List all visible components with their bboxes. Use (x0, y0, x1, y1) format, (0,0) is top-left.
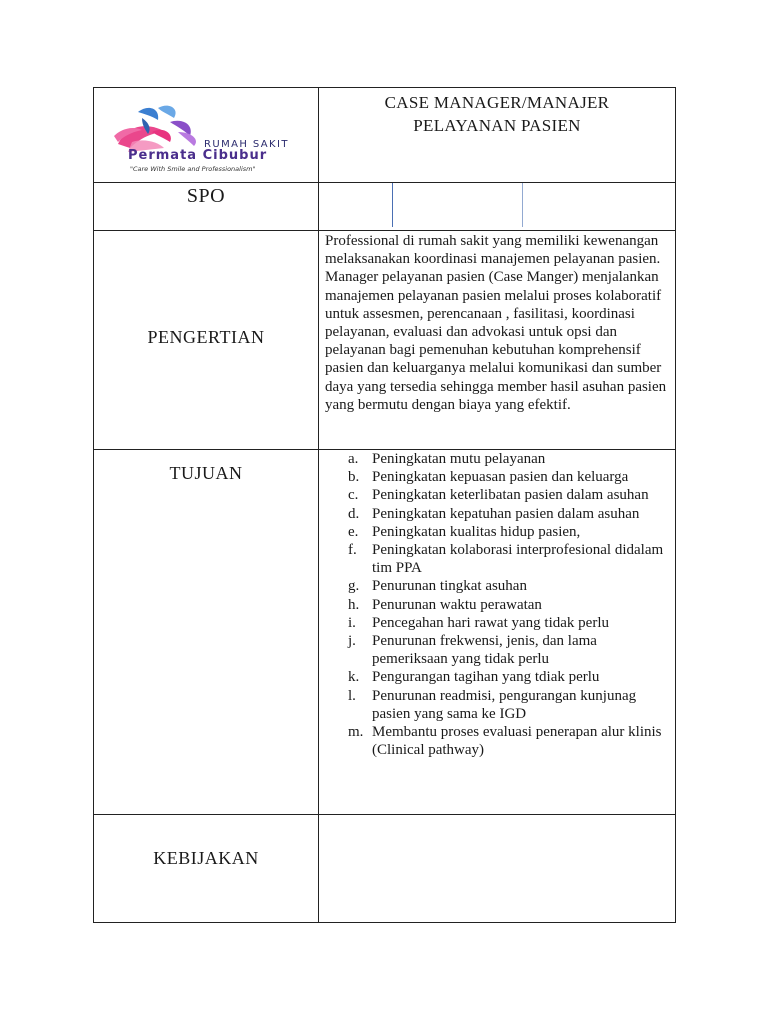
document-title-line-1: CASE MANAGER/MANAJER (384, 93, 610, 112)
list-item-text: Peningkatan kepuasan pasien dan keluarga (372, 469, 629, 486)
hospital-logo (108, 102, 308, 173)
list-item (319, 505, 671, 523)
list-item (319, 541, 671, 577)
tujuan-list (319, 450, 675, 759)
list-item (319, 468, 671, 486)
list-item (319, 723, 671, 759)
pengertian-row (94, 231, 676, 450)
spo-label: SPO (186, 185, 226, 207)
list-item-text: Peningkatan kolaborasi interprofesional didalam tim PPA (372, 542, 664, 577)
list-marker: a. (348, 451, 359, 467)
list-marker: m. (348, 724, 364, 741)
header-row (94, 88, 676, 183)
list-marker: c. (348, 487, 359, 504)
list-item-text: Peningkatan kepatuhan pasien dalam asuhan (372, 505, 640, 522)
list-marker: h. (348, 596, 360, 613)
list-item-text: Peningkatan kualitas hidup pasien, (372, 523, 581, 540)
list-item-text: Peningkatan keterlibatan pasien dalam asuhan (372, 487, 649, 504)
tujuan-label: TUJUAN (169, 463, 243, 483)
list-marker: d. (348, 505, 360, 522)
pengertian-text: Professional di rumah sakit yang memiliki kewenangan melaksanakan koordinasi manajemen pelayanan pasien. Manager pelayanan pasien (Case Manger) menjalankan manajemen pelayanan pasien melalui proses kolaboratif untuk assesmen, perencanaan , fasilitasi, koordinasi pelayanan, evaluasi dan advokasi untuk opsi dan pelayanan bagi pemenuhan kebutuhan komprehensif pasien dan keluarganya melalui komunikasi dan sumber daya yang tersedia sehingga member hasil asuhan pasien yang bermutu dengan biaya yang efektif. (325, 233, 667, 413)
logo-hospital-name: Permata Cibubur (128, 148, 268, 163)
divider-line (522, 183, 523, 227)
list-item-text: Penurunan readmisi, pengurangan kunjunag pasien yang sama ke IGD (372, 687, 637, 722)
divider-line (392, 183, 393, 227)
document-title-line-2: PELAYANAN PASIEN (413, 116, 581, 135)
list-item-text: Peningkatan mutu pelayanan (372, 451, 546, 467)
tujuan-row (94, 450, 676, 815)
list-item (319, 614, 671, 632)
list-marker: g. (348, 578, 360, 595)
list-item-text: Membantu proses evaluasi penerapan alur klinis (Clinical pathway) (372, 724, 662, 759)
list-item (319, 450, 671, 468)
list-marker: f. (348, 542, 357, 559)
list-item (319, 687, 671, 723)
list-item (319, 632, 671, 668)
list-item (319, 486, 671, 504)
title-cell (319, 88, 676, 183)
kebijakan-label: KEBIJAKAN (153, 848, 259, 868)
list-marker: l. (348, 687, 356, 704)
list-item-text: Pencegahan hari rawat yang tidak perlu (372, 614, 609, 631)
list-item-text: Penurunan tingkat asuhan (372, 578, 527, 595)
list-item (319, 577, 671, 595)
list-item (319, 523, 671, 541)
list-item-text: Penurunan frekwensi, jenis, dan lama pemeriksaan yang tidak perlu (372, 633, 597, 668)
logo-tagline: "Care With Smile and Professionalism" (130, 165, 256, 173)
list-item-text: Penurunan waktu perawatan (372, 596, 542, 613)
kebijakan-value-cell (319, 815, 676, 923)
list-item (319, 596, 671, 614)
list-marker: i. (348, 614, 356, 631)
kebijakan-row (94, 815, 676, 923)
list-marker: j. (348, 633, 356, 650)
list-marker: k. (348, 669, 360, 686)
logo-rumah-sakit-text: RUMAH SAKIT (204, 139, 289, 150)
logo-cell (94, 88, 319, 183)
pengertian-label: PENGERTIAN (147, 327, 265, 347)
spo-value-cell (319, 183, 676, 231)
list-item-text: Pengurangan tagihan yang tdiak perlu (372, 669, 600, 686)
spo-table (93, 87, 676, 923)
list-marker: e. (348, 523, 359, 540)
list-marker: b. (348, 469, 360, 486)
spo-row (94, 183, 676, 231)
list-item (319, 668, 671, 686)
